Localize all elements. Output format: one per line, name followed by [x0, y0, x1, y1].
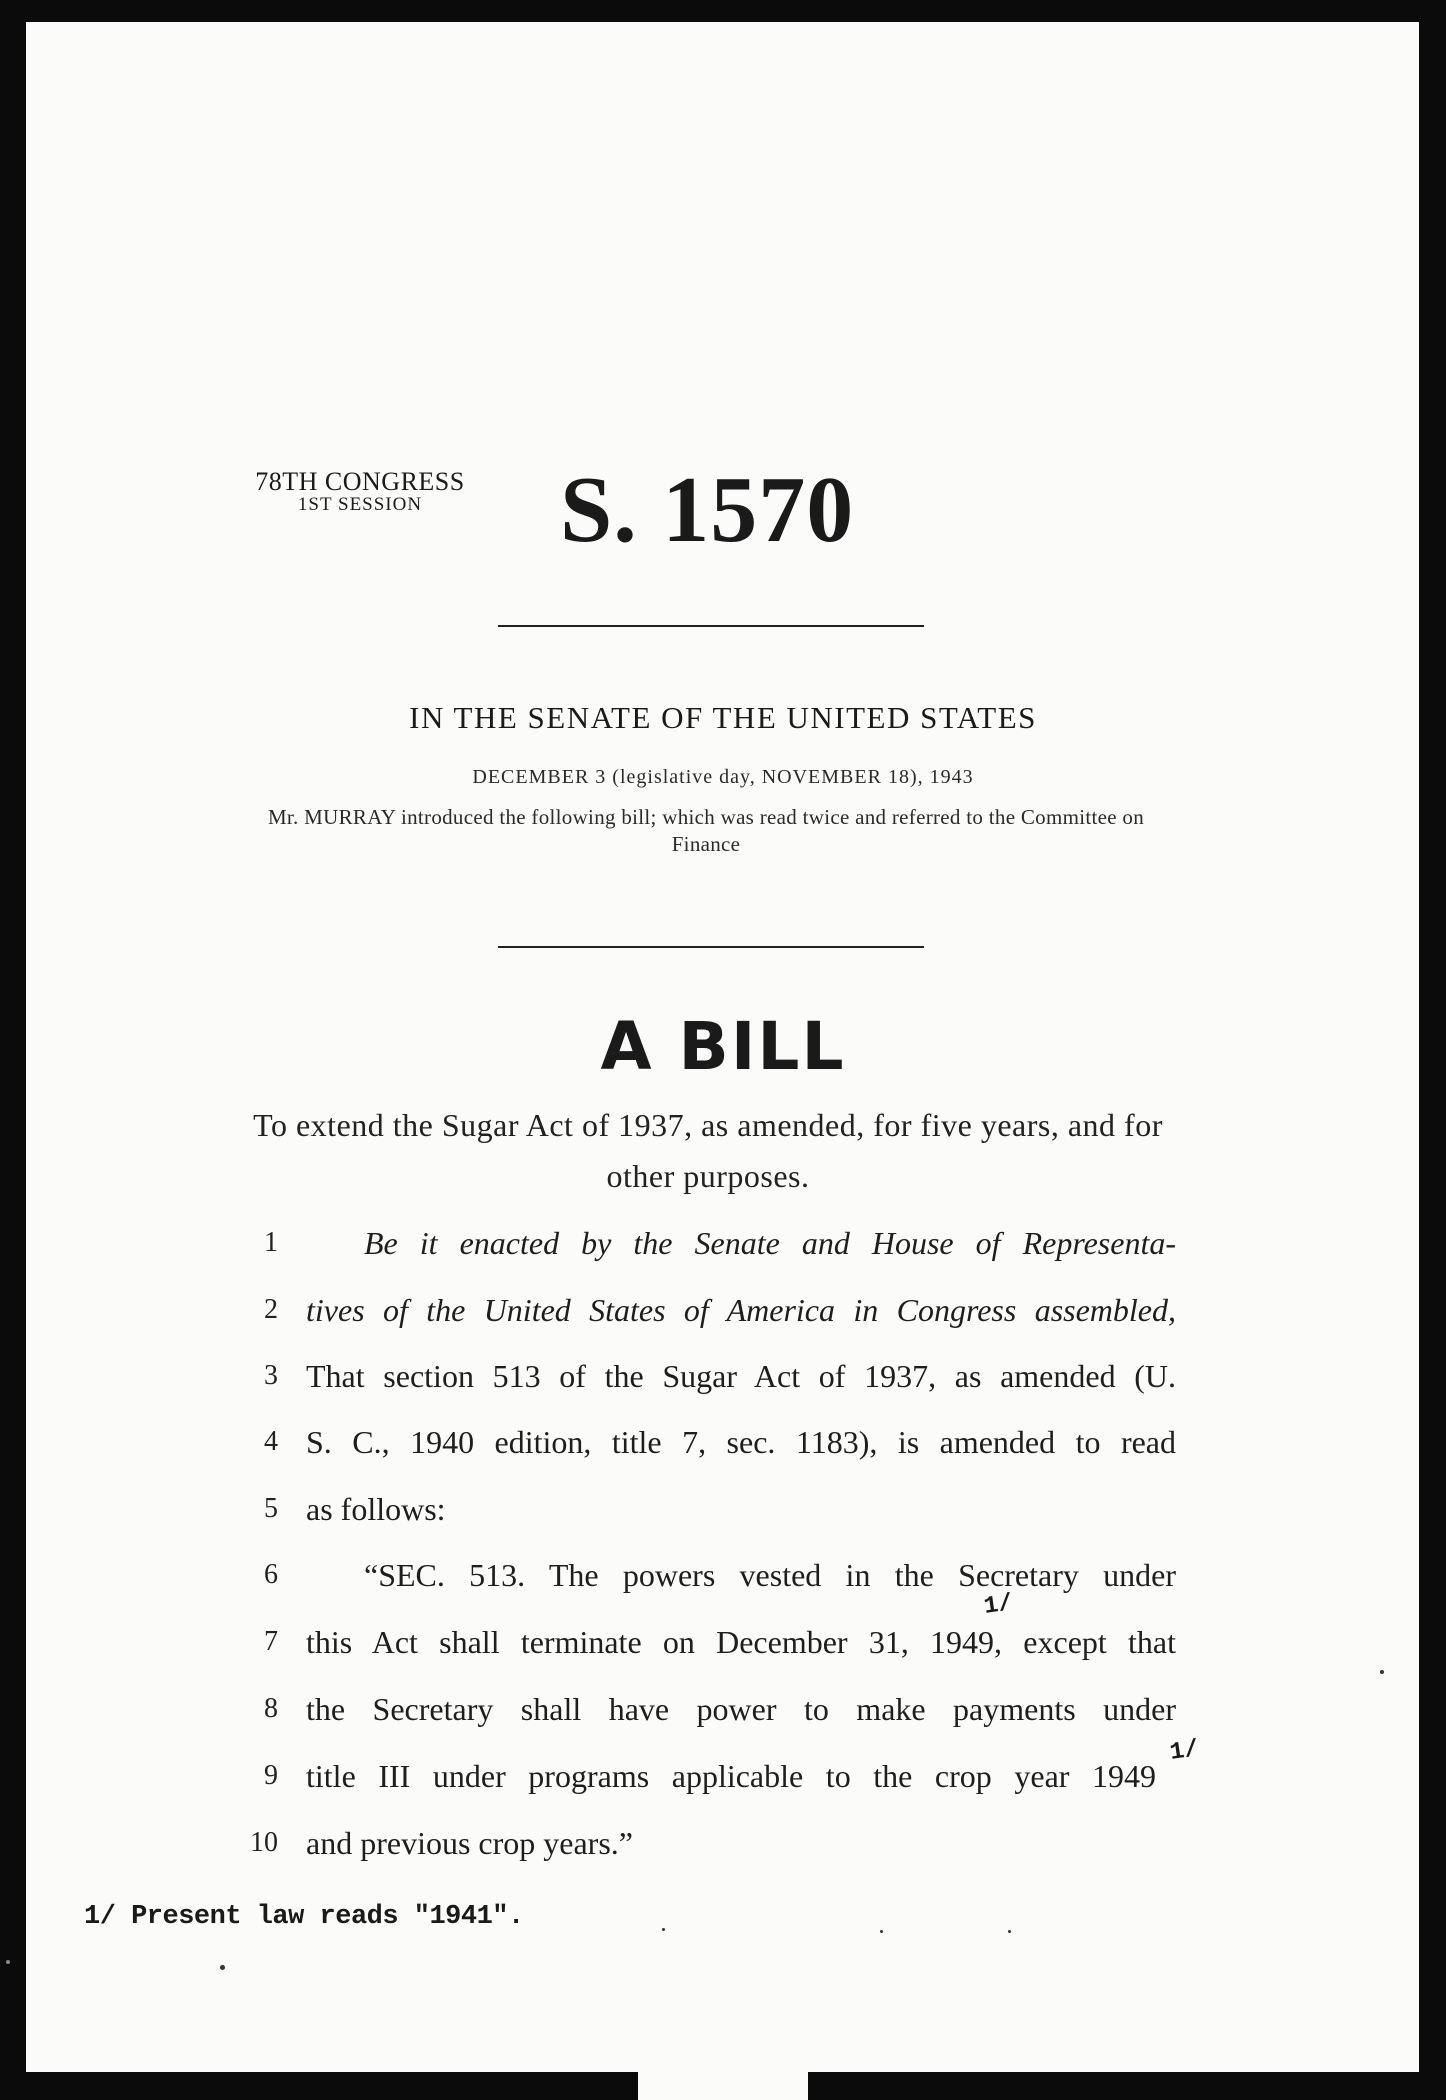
footnote-marker: 1/	[1168, 1736, 1201, 1767]
line-number: 1	[264, 1227, 278, 1258]
introduction-text: Mr. MURRAY introduced the following bill; which was read twice and referred to the Committee on Finance	[267, 805, 1145, 857]
line-text: That section 513 of the Sugar Act of 1937, as amended (U.	[306, 1358, 1176, 1394]
line-text: this Act shall terminate on December 31, 1949, except that	[306, 1624, 1176, 1660]
bill-line	[230, 1476, 1176, 1542]
line-text: “SEC. 513. The powers vested in the Secretary under	[364, 1557, 1176, 1593]
bill-line	[230, 1810, 1176, 1876]
footnote: 1/ Present law reads "1941".	[84, 1902, 524, 1932]
line-number: 2	[264, 1294, 278, 1325]
line-text: Be it enacted by the Senate and House of Representa-	[364, 1225, 1176, 1261]
line-number: 3	[264, 1360, 278, 1391]
line-text: the Secretary shall have power to make payments under	[306, 1691, 1176, 1727]
bill-line	[230, 1343, 1176, 1409]
line-number: 7	[264, 1626, 278, 1657]
line-text: title III under programs applicable to the crop year 1949	[306, 1758, 1156, 1794]
footnote-marker: 1/	[982, 1590, 1015, 1621]
divider-rule	[498, 946, 924, 948]
line-text: S. C., 1940 edition, title 7, sec. 1183), is amended to read	[306, 1424, 1176, 1460]
line-number: 8	[264, 1693, 278, 1724]
line-text: and previous crop years.”	[306, 1825, 633, 1861]
bill-line	[230, 1542, 1176, 1608]
page-edge	[638, 2071, 808, 2100]
line-number: 4	[264, 1426, 278, 1457]
bill-line	[230, 1609, 1176, 1675]
scan-speck	[880, 1930, 883, 1933]
congress-number: 78TH CONGRESS	[255, 467, 465, 496]
bill-line	[230, 1743, 1176, 1809]
session-number: 1ST SESSION	[297, 494, 423, 516]
scan-speck	[6, 1960, 10, 1964]
line-number: 9	[264, 1760, 278, 1791]
line-number: 5	[264, 1493, 278, 1524]
bill-line	[230, 1409, 1176, 1475]
line-text: tives of the United States of America in Congress assembled,	[306, 1292, 1176, 1328]
divider-rule	[498, 625, 924, 627]
document-type-heading: A BILL	[600, 1008, 846, 1085]
bill-number: S. 1570	[560, 458, 855, 562]
scan-speck	[220, 1965, 225, 1970]
scan-speck	[1380, 1670, 1384, 1674]
chamber-heading: IN THE SENATE OF THE UNITED STATES	[409, 700, 1037, 735]
date-line: DECEMBER 3 (legislative day, NOVEMBER 18), 1943	[472, 766, 974, 788]
congress-session-block	[230, 468, 490, 515]
bill-line	[230, 1676, 1176, 1742]
line-number: 10	[250, 1827, 278, 1858]
line-number: 6	[264, 1559, 278, 1590]
scan-speck	[662, 1928, 665, 1931]
line-text: as follows:	[306, 1491, 446, 1527]
scan-speck	[1008, 1930, 1011, 1933]
bill-line	[230, 1277, 1176, 1343]
bill-title: To extend the Sugar Act of 1937, as amended, for five years, and for other purposes.	[253, 1107, 1163, 1194]
bill-line	[230, 1210, 1176, 1276]
